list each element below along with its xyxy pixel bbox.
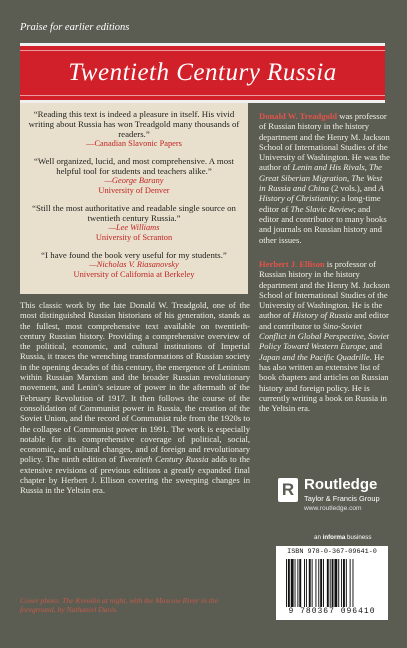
bio-text: and editor and contributor to bbox=[259, 310, 389, 331]
barcode-panel bbox=[276, 546, 388, 620]
bio-italic: Japan and the Pacific Quadrille. bbox=[259, 351, 372, 362]
author-name: Herbert J. Ellison bbox=[259, 259, 325, 269]
informa-prefix: an bbox=[314, 534, 323, 541]
quote-attribution: —George Barany bbox=[104, 176, 164, 185]
cover-photo-credit: Cover photo: The Kremlin at night, with the Moscow River in the foreground, by Nathaniel Davis. bbox=[20, 596, 218, 615]
bio-italic: Lenin and His Rivals, The Great Siberian Migration, The West in Russia and China bbox=[259, 162, 383, 194]
informa-business-line bbox=[314, 534, 371, 541]
quote-source: University of Denver bbox=[98, 186, 170, 195]
author-bio-ellison bbox=[259, 259, 391, 413]
quote-text: “Reading this text is indeed a pleasure in itself. His vivid writing about Russia has won Treadgold many thousands of readers.” bbox=[28, 109, 240, 139]
bio-text: and bbox=[367, 341, 383, 352]
quote bbox=[28, 250, 240, 280]
bio-italic: The Slavic Review bbox=[290, 203, 354, 214]
title-banner bbox=[20, 43, 385, 103]
quote bbox=[28, 109, 240, 149]
quote-text: “Well organized, lucid, and most comprehensive. A most helpful tool for students and teachers alike.” bbox=[34, 156, 234, 176]
description-text-end: adds to the extensive revisions of previous editions a greatly expanded final chapter by Herbert J. Ellison covering the sweeping changes in Russia in the Yeltsin era. bbox=[20, 454, 250, 496]
bio-italic: History of Russia bbox=[292, 310, 353, 321]
quote-source: —Canadian Slavonic Papers bbox=[86, 139, 182, 148]
quote-text: “Still the most authoritative and readable single source on twentieth century Russia.” bbox=[32, 203, 236, 223]
quote bbox=[28, 203, 240, 243]
isbn-text: ISBN 978-0-367-09641-0 bbox=[287, 548, 377, 556]
barcode-icon bbox=[286, 559, 378, 607]
book-description bbox=[20, 300, 250, 496]
publisher-logo bbox=[278, 478, 388, 518]
logo-letter: R bbox=[281, 480, 295, 499]
publisher-name: Routledge bbox=[304, 476, 378, 493]
bio-text: (2 vols.), and bbox=[328, 183, 379, 194]
author-bio-treadgold bbox=[259, 111, 391, 245]
informa-brand: informa bbox=[322, 534, 346, 541]
bio-text: is professor of Russian history in the history department and the Henry M. Jackson School of International Studies of the University of Washington. He is the author of bbox=[259, 259, 390, 321]
bio-text: was professor of Russian history in the history department and the Henry M. Jackson School of International Studies of the University of Washington. He was the author of bbox=[259, 111, 390, 173]
author-name: Donald W. Treadgold bbox=[259, 111, 338, 121]
description-text: This classic work by the late Donald W. Treadgold, one of the most distinguished Russian historians of his generation, stands as the fullest, most comprehensive text available on twentieth-century Russian history. Providing a comprehensive overview of the political, economic, and cultural institutions of Imperial Russia, it traces the wrenching transformations of Russian society in the opening decades of this century, the emergence of Leninism within Russian Marxism and the broader Russian revolutionary movement, and Lenin’s seizure of power in the aftermath of the February Revolution of 1917. It then follows the course of the consolidation of Communist power in Russia, the creation of the Soviet Union, and the record of Communist rule from the 1920s to the collapse of Communist power in 1991. The work is especially notable for its comprehensive coverage of political, social, economic, and cultural changes, and of foreign and revolutionary policy. The ninth edition of bbox=[20, 300, 250, 465]
book-title: Twentieth Century Russia bbox=[68, 59, 337, 86]
bio-italic: Sino-Soviet Conflict in Global Perspective, Soviet Policy Toward Western Europe, bbox=[259, 320, 390, 352]
quote-attribution: —Nicholas V. Riasanovsky bbox=[89, 260, 179, 269]
quote-source: University of Scranton bbox=[95, 233, 173, 242]
publisher-url: www.routledge.com bbox=[304, 505, 362, 512]
description-title-italic: Twentieth Century Russia bbox=[119, 454, 209, 465]
praise-quotes-panel bbox=[20, 103, 248, 294]
quote bbox=[28, 156, 240, 196]
barcode-digits: 9 780367 096410 bbox=[288, 607, 376, 616]
quote-source: University of California at Berkeley bbox=[73, 270, 195, 279]
bio-text: ; and editor and contributor to many books and journals on Russian history and other issues. bbox=[259, 203, 387, 245]
informa-suffix: business bbox=[345, 534, 372, 541]
bio-text: ; a long-time editor of bbox=[259, 193, 381, 214]
praise-heading: Praise for earlier editions bbox=[20, 22, 130, 33]
bio-text: He has also written an extensive list of book chapters and articles on Russian history and foreign policy. He is currently writing a book on Russia in the Yeltsin era. bbox=[259, 351, 389, 414]
bio-italic: A History of Christianity bbox=[259, 183, 384, 204]
publisher-group: Taylor & Francis Group bbox=[304, 494, 380, 503]
quote-text: “I have found the book very useful for my students.” bbox=[41, 250, 227, 260]
quote-attribution: —Lee Williams bbox=[108, 223, 160, 232]
